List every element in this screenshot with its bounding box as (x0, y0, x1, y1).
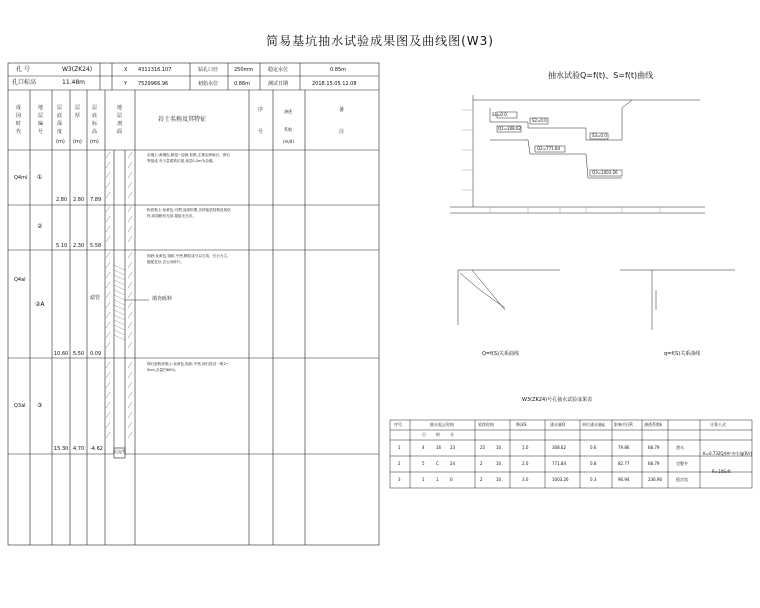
stratum-4-desc: 卵石混粉质黏土:灰黄色,饱和,中密,卵石粒径一般2~5cm,含量约60%。 (147, 362, 229, 372)
unit-thickness: (m) (73, 139, 82, 145)
row-1-e: 10 (496, 445, 502, 450)
th-duration: 延续时间 (478, 422, 494, 427)
col-k-top: 渗透 (284, 109, 292, 114)
row-2-k: 68.79 (648, 461, 660, 466)
y-label: Y (124, 81, 128, 87)
row-3-note: 稳定流 (676, 477, 688, 482)
stratum-3-depth: 10.60 (54, 351, 69, 357)
row-2-note: 完整井 (676, 461, 688, 466)
hole-no-value: W3(ZK24) (62, 66, 93, 73)
stratum-4-depth: 15.30 (54, 446, 69, 452)
row-1-note: 潜水 (676, 445, 684, 450)
stratum-1-time: Q4ml (14, 175, 28, 181)
th-min: 分 (450, 432, 454, 437)
fill-label: 填充砾料 (152, 296, 173, 302)
stratum-1-desc: 杂填土:黄褐色,稍湿~湿润,松散,主要由砂砾石、卵石等组成,夹少量建筑垃圾,表层0.2m为杂填。 (147, 153, 231, 163)
row-2-e: 10 (496, 461, 502, 466)
stratum-3-desc: 细砂:灰黄色,饱和,中密,颗粒成分以石英、长石为主,级配良好,含云母碎片。 (147, 254, 229, 264)
col-layer-no: 地层编号 (38, 105, 44, 135)
stratum-1-depth: 2.80 (56, 197, 68, 203)
q2-label: Q2=771.84 (537, 146, 561, 151)
unit-depth: (m) (56, 139, 65, 145)
qs2-caption: q=f(S)关系曲线 (664, 351, 701, 357)
diameter-value: 250mm (234, 67, 254, 73)
pipe-label: 滤管 (90, 295, 101, 301)
col-section: 地层剖面 (117, 105, 123, 135)
col-seq-1: 序 (258, 107, 264, 113)
col-layer-time: 成因时代 (16, 105, 22, 135)
qs-caption: Q=f(S)关系曲线 (482, 351, 519, 357)
stratum-1-elev: 7.89 (90, 197, 102, 203)
row-3-no: 3 (398, 477, 401, 482)
row-1-c: 23 (450, 445, 456, 450)
row-1-a: 4 (422, 445, 425, 450)
row-2-q: 771.84 (552, 461, 566, 466)
formula-k: K=0.732Q/(H²-h²)·lg(R/r) (703, 451, 753, 456)
th-k: 渗透系数k (644, 422, 663, 427)
row-2-d: 2 (480, 461, 483, 466)
row-3-c: 0 (450, 477, 453, 482)
stratum-3-time: Q4al (14, 277, 26, 283)
row-2-b: C (436, 461, 439, 466)
stratum-3-thick: 5.50 (73, 351, 85, 357)
row-1-no: 1 (398, 445, 401, 450)
stratum-3-no: ②A (35, 301, 45, 308)
th-r: 影响半径R (614, 422, 633, 427)
col-remark-1: 备 (339, 107, 345, 113)
row-1-qq: 0.6 (590, 445, 597, 450)
th-s: 降深S (516, 422, 527, 427)
stratum-2-depth: 5.10 (56, 243, 68, 249)
row-3-b: 1 (436, 477, 439, 482)
elevation-value: 11.48m (62, 79, 86, 86)
unit-elev: (m) (90, 139, 99, 145)
col-bottom-elev: 层底标高 (92, 105, 98, 135)
static-level-label: 稳定水位 (268, 67, 289, 73)
row-2-r: 82.77 (618, 461, 630, 466)
row-3-d: 2 (480, 477, 483, 482)
row-2-qq: 0.8 (590, 461, 597, 466)
row-3-a: 1 (422, 477, 425, 482)
row-1-r: 79.86 (618, 445, 630, 450)
s2-label: S2=0.0 (532, 118, 547, 123)
row-1-q: 308.62 (552, 445, 566, 450)
s1-label: S1=0.0 (492, 112, 507, 117)
col-k-mid: 系数 (284, 127, 292, 132)
stratum-3-elev: 0.09 (90, 351, 102, 357)
row-2-s: 2.0 (522, 461, 529, 466)
th-formula: 计算公式 (710, 422, 726, 427)
formula-r: R=10S√K (712, 469, 731, 474)
row-3-r: 96.94 (618, 477, 630, 482)
s3-label: S3=0.0 (592, 133, 607, 138)
th-day: 日 (422, 432, 426, 437)
row-1-d: 25 (480, 445, 486, 450)
col-bottom-depth: 层底深度 (57, 105, 63, 135)
stratum-2-thick: 2.30 (73, 243, 85, 249)
x-value: 4311316.107 (138, 67, 172, 73)
page-title: 简易基坑抽水试验成果图及曲线图(W3) (266, 34, 494, 48)
q1-label: Q1=308.62 (498, 126, 522, 131)
stratum-4-no: ③ (37, 402, 43, 409)
col-k-unit: (m/d) (283, 139, 294, 144)
stratum-4-time: Q3al (14, 403, 26, 409)
col-remark-2: 注 (339, 129, 345, 135)
col-description: 岩土名称及其特征 (158, 116, 207, 123)
date-label: 测试日期 (268, 81, 289, 87)
stratum-4-elev: -4.62 (90, 446, 103, 452)
row-3-q: 1003.26 (552, 477, 569, 482)
stratum-4-thick: 4.70 (73, 446, 85, 452)
row-2-a: 5 (422, 461, 425, 466)
initial-level-label: 初始水位 (198, 81, 219, 87)
th-qq: 单位涌水量q (582, 422, 605, 427)
q3-label: Q3=1003.26 (592, 170, 618, 175)
row-2-c: 24 (450, 461, 456, 466)
th-hour: 时 (436, 432, 440, 437)
x-label: X (124, 67, 128, 73)
date-value: 2018.15.05 12.08 (312, 81, 357, 87)
th-time: 抽水起止时间 (430, 422, 454, 427)
stratum-1-thick: 2.80 (73, 197, 85, 203)
row-3-k: 236.96 (648, 477, 662, 482)
row-1-s: 1.0 (522, 445, 529, 450)
elevation-label: 孔口标高 (12, 79, 37, 86)
stratum-2-desc: 粉质黏土:灰黄色,可塑,局部软塑,含铁锰质结核及氧化物,切面稍有光泽,摇振无反应。 (147, 208, 231, 218)
y-value: 7529966.96 (138, 81, 169, 87)
static-level-value: 0.85m (330, 67, 347, 73)
hole-no-label: 孔 号 (16, 66, 30, 73)
initial-level-value: 0.86m (234, 81, 251, 87)
th-no: 序号 (394, 422, 402, 427)
row-3-qq: 0.3 (590, 477, 597, 482)
col-seq-2: 号 (258, 129, 264, 135)
row-1-k: 68.79 (648, 445, 660, 450)
table-title: W3(ZK24)号孔抽水试验成果表 (522, 397, 593, 403)
row-2-no: 2 (398, 461, 401, 466)
th-q: 涌水量Q (550, 422, 566, 427)
bottom-label: 沉淀管 (114, 449, 126, 454)
stratum-2-no: ② (37, 223, 43, 230)
stratum-1-no: ① (37, 174, 43, 181)
diameter-label: 钻孔口径 (198, 67, 219, 73)
row-1-b: 16 (436, 445, 442, 450)
row-3-e: 10 (496, 477, 502, 482)
qs-chart-title: 抽水试验Q=f(t)、S=f(t)曲线 (548, 71, 654, 80)
col-thickness: 层厚 (75, 105, 81, 119)
row-3-s: 3.0 (522, 477, 529, 482)
stratum-2-elev: 5.58 (90, 243, 102, 249)
